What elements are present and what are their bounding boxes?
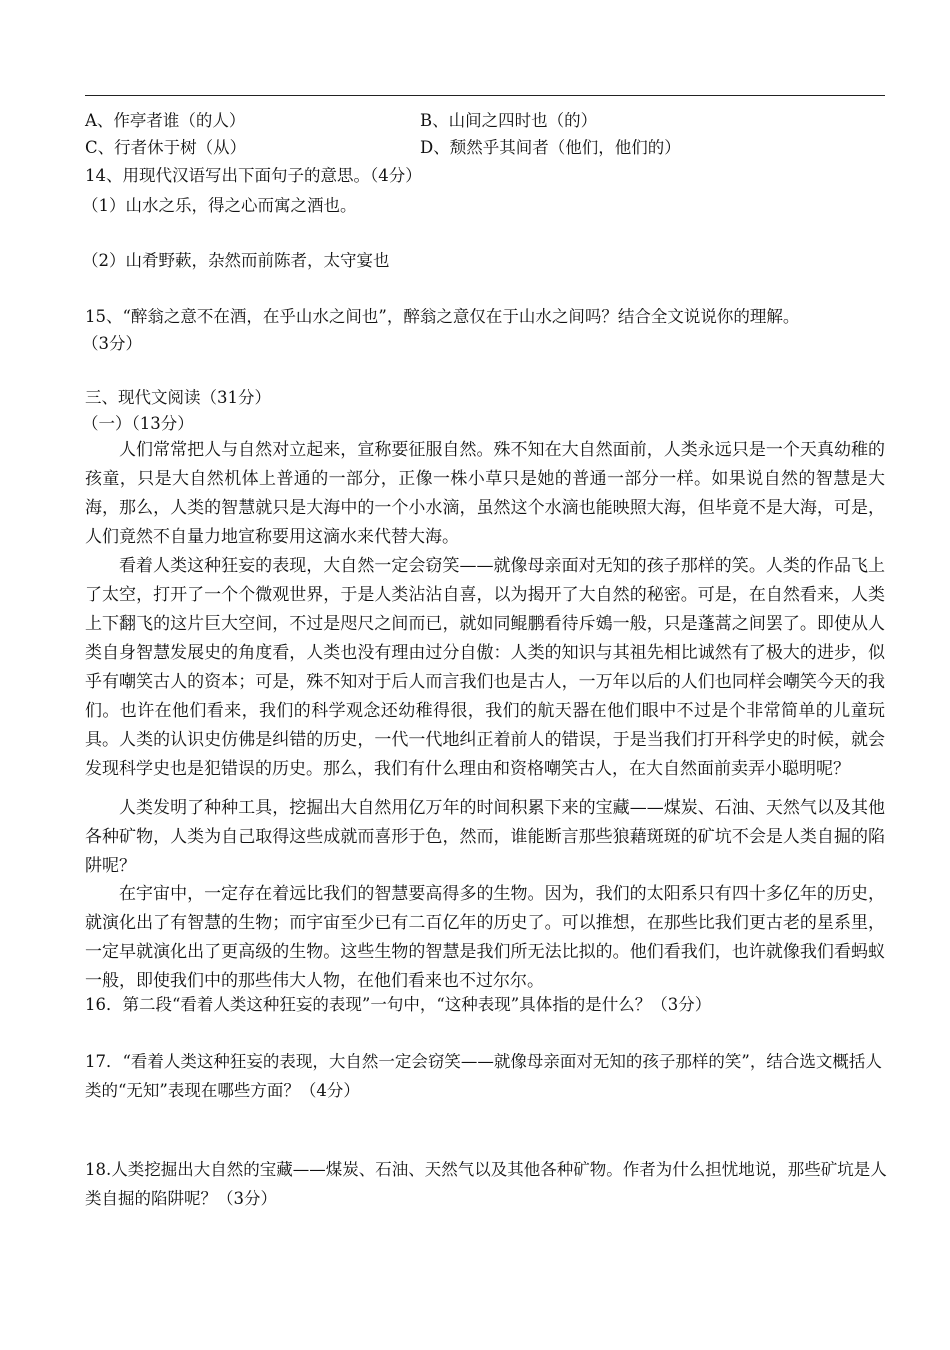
section-3-part-1: （一）（13分）: [82, 414, 194, 433]
question-15-score: （3分）: [82, 334, 142, 353]
passage-paragraph-3: 人类发明了种种工具，挖掘出大自然用亿万年的时间积累下来的宝藏——煤炭、石油、天然气以及其他各种矿物，人类为自己取得这些成就而喜形于色，然而，谁能断言那些狼藉斑斑的矿坑不会是人类自掘的陷阱呢？: [85, 798, 885, 876]
question-18: 18.人类挖掘出大自然的宝藏——煤炭、石油、天然气以及其他各种矿物。作者为什么担忧地说，那些矿坑是人类自掘的陷阱呢？（3分）: [85, 1160, 887, 1208]
option-b: B、山间之四时也（的）: [420, 111, 598, 130]
top-rule: [85, 95, 885, 96]
question-14-sentence-2: （2）山肴野蔌，杂然而前陈者，太守宴也: [82, 251, 390, 270]
passage-paragraph-2: 看着人类这种狂妄的表现，大自然一定会窃笑——就像母亲面对无知的孩子那样的笑。人类的作品飞上了太空，打开了一个个微观世界，于是人类沾沾自喜，以为揭开了大自然的秘密。可是，在自然看来，人类上下翻飞的这片巨大空间，不过是咫尺之间而已，就如同鲲鹏看待斥鴳一般，只是蓬蒿之间罢了。即使从人类自身智慧发展史的角度看，人类也没有理由过分自傲：人类的知识与其祖先相比诚然有了极大的进步，似乎有嘲笑古人的资本；可是，殊不知对于后人而言我们也是古人，一万年以后的人们也同样会嘲笑今天的我们。也许在他们看来，我们的科学观念还幼稚得很，我们的航天器在他们眼中不过是个非常简单的儿童玩具。人类的认识史仿佛是纠错的历史，一代一代地纠正着前人的错误，于是当我们打开科学史的时候，就会发现科学史也是犯错误的历史。那么，我们有什么理由和资格嘲笑古人，在大自然面前卖弄小聪明呢？: [85, 556, 885, 779]
question-17: 17．“看着人类这种狂妄的表现，大自然一定会窃笑——就像母亲面对无知的孩子那样的笑”，结合选文概括人类的“无知”表现在哪些方面？（4分）: [85, 1052, 882, 1100]
section-3-title: 三、现代文阅读（31分）: [85, 388, 271, 407]
option-a: A、作亭者谁（的人）: [85, 111, 246, 130]
passage-paragraph-4: 在宇宙中，一定存在着远比我们的智慧要高得多的生物。因为，我们的太阳系只有四十多亿年的历史，就演化出了有智慧的生物；而宇宙至少已有二百亿年的历史了。可以推想，在那些比我们更古老的星系里，一定早就演化出了更高级的生物。这些生物的智慧是我们所无法比拟的。他们看我们，也许就像我们看蚂蚁一般，即使我们中的那些伟大人物，在他们看来也不过尔尔。: [85, 884, 885, 991]
question-14: 14、用现代汉语写出下面句子的意思。（4分）: [85, 166, 422, 185]
option-d: D、颓然乎其间者（他们，他们的）: [420, 138, 681, 157]
question-16: 16．第二段“看着人类这种狂妄的表现”一句中，“这种表现”具体指的是什么？（3分）: [85, 995, 712, 1014]
option-c: C、行者休于树（从）: [85, 138, 247, 157]
question-15: 15、“醉翁之意不在酒，在乎山水之间也”，醉翁之意仅在于山水之间吗？结合全文说说你的理解。: [85, 307, 800, 326]
passage-paragraph-1: 人们常常把人与自然对立起来，宣称要征服自然。殊不知在大自然面前，人类永远只是一个天真幼稚的孩童，只是大自然机体上普通的一部分，正像一株小草只是她的普通一部分一样。如果说自然的智慧是大海，那么，人类的智慧就只是大海中的一个小水滴，虽然这个水滴也能映照大海，但毕竟不是大海，可是，人们竟然不自量力地宣称要用这滴水来代替大海。: [85, 440, 885, 547]
question-14-sentence-1: （1）山水之乐，得之心而寓之酒也。: [82, 196, 357, 215]
